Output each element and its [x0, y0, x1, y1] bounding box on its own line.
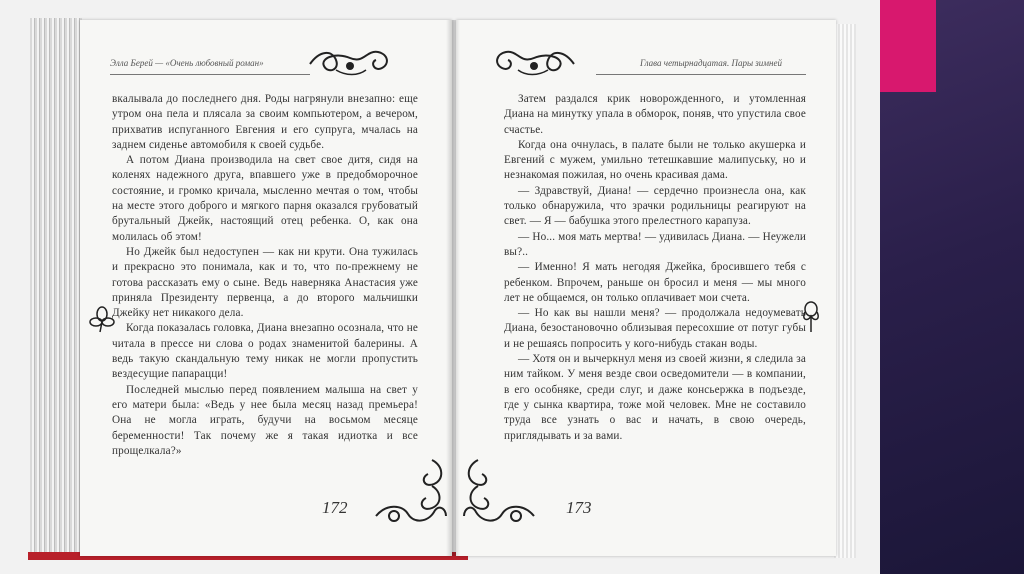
paragraph: — Именно! Я мать негодяя Джейка, бросившего тебя с ребенком. Впрочем, раньше он бросил и меня — мы много лет не общаемся, он только оплачивает мои счета. [504, 261, 806, 304]
left-head-rule [110, 74, 310, 75]
book-page-edges-right [834, 24, 856, 558]
ornament-swirl-icon [372, 456, 450, 528]
ornament-swirl-icon [306, 44, 394, 78]
page-number: 173 [566, 498, 592, 517]
paragraph: Затем раздался крик новорожденного, и утомленная Диана на минутку упала в обморок, поняв, что упустила свое счастье. [504, 93, 806, 136]
paragraph: Когда она очнулась, в палате были не только акушерка и Евгений с мужем, умильно тетешкавшие малипуську, но и незнакомая пожилая, но очень красивая дама. [504, 138, 806, 182]
flower-icon [88, 306, 116, 334]
ornament-swirl-icon [460, 456, 538, 528]
right-running-head: Глава четырнадцатая. Пары зимней [640, 58, 783, 68]
paragraph: — Но... моя мать мертва! — удивилась Диана. — Неужели вы?.. [504, 230, 806, 258]
slide-accent-block [880, 0, 936, 92]
paragraph: А потом Диана производила на свет свое дитя, сидя на коленях надежного друга, впавшего уже в предобморочное состояние, и громко кричала, мысленно мечтая о том, чтобы на месте этого доброго и мягкого парня оказался грубоватый брутальный Джейк, настоящий отец ребенка. О, как она молилась об этом! [112, 154, 418, 243]
paragraph: Когда показалась головка, Диана внезапно осознала, что не читала в прессе ни слова о родах знаменитой балерины. А ведь такую скандальную тему никак не могли пропустить вездесущие папарацци! [112, 322, 418, 381]
book-page-edges [30, 18, 82, 558]
paragraph: Последней мыслью перед появлением малыша на свет у его матери была: «Ведь у нее была месяц назад премьера! Она не могла играть, будучи на восьмом месяце беременности! Так почему же я такая идиотка и все прощелкала?» [112, 383, 418, 457]
paragraph: — Здравствуй, Диана! — сердечно произнесла она, как только обнаружила, что зрачки родильницы реагируют на свет. — Я — бабушка этого прелестного карапуза. [504, 184, 806, 228]
paragraph: — Но как вы нашли меня? — продолжала недоумевать Диана, безостановочно облизывая пересохшие от потуг губы и не решаясь попросить у кого-нибудь стакан воды. [504, 307, 806, 350]
right-page-text [504, 92, 806, 444]
paragraph: — Хотя он и вычеркнул меня из своей жизни, я следила за ним тайком. У меня везде свои осведомители — в компании, в его особняке, среди слуг, и даже консьержка в подъезде, где у сынка квартира, тоже мой человек. Мне не составило труда все узнать о вас и начать, в свою очередь, приглядывать и за вами. [504, 353, 806, 442]
left-running-head: Элла Берей — «Очень любовный роман» [110, 58, 264, 68]
paragraph: вкалывала до последнего дня. Роды нагрянули внезапно: еще утром она пела и плясала за своим компьютером, а вечером, прихватив испуганного Евгения и его супруга, мчалась на заднем сиденье автомобиля к своей судьбе. [112, 93, 418, 151]
paragraph: Но Джейк был недоступен — как ни крути. Она тужилась и прекрасно это понимала, как и то, что по-прежнему не готова рассказать ему о сыне. Ведь наверняка Анастасия уже приняла Президенту первенца, а до второго мальчишки Джейку нет никакого дела. [112, 245, 418, 320]
page-number: 172 [322, 498, 348, 517]
flower-icon [798, 300, 824, 334]
ornament-swirl-icon [490, 44, 578, 78]
right-head-rule [596, 74, 806, 75]
left-page-text [112, 92, 418, 459]
